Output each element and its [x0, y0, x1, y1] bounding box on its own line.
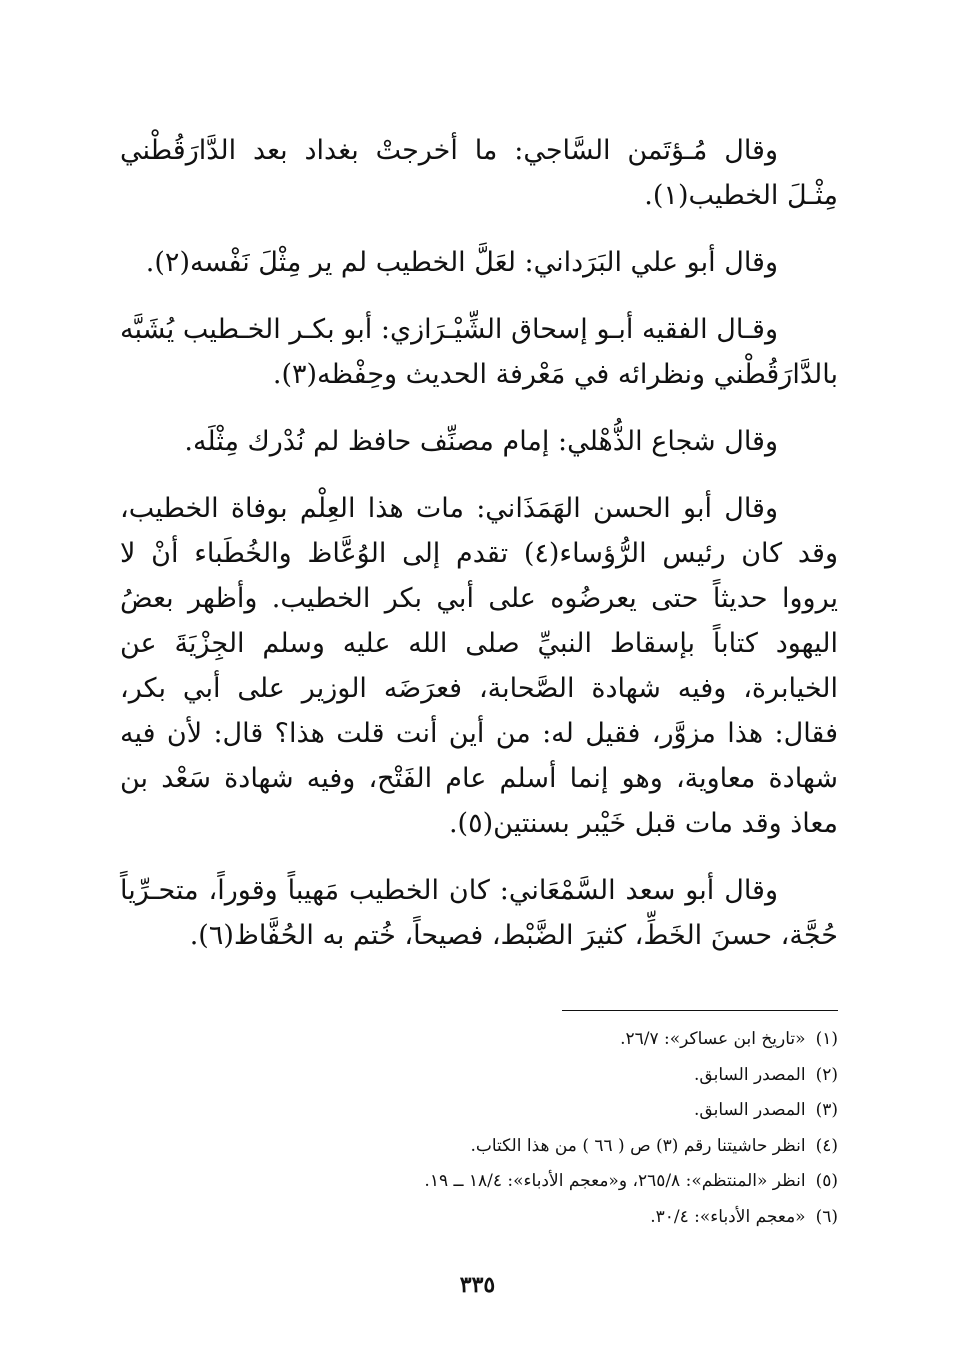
- footnotes: [138, 1022, 838, 1235]
- footnote-text: انظر حاشيتنا رقم (٣) ص ( ٦٦ ) من هذا الكتاب.: [470, 1135, 806, 1156]
- paragraph-dhuhli: وقال شجاع الذُّهْلي: إمام مصنِّف حافظ لم نُدْرك مِثْلَه.: [184, 426, 778, 457]
- footnote-text: انظر «المنتظم»: ٢٦٥/٨، و«معجم الأدباء»: ١٨/٤ ــ ١٩.: [424, 1171, 806, 1191]
- paragraph-baradani: وقال أبو علي البَرَداني: لعَلَّ الخطيب لم ير مِثْلَ نَفْسه(٢).: [145, 247, 778, 278]
- footnote-number: (٣): [815, 1100, 838, 1120]
- footnote-item: [138, 1200, 838, 1236]
- page-number: ٣٣٥: [459, 1272, 496, 1298]
- footnote-number: (٦): [815, 1206, 838, 1227]
- footnote-item: [138, 1129, 838, 1165]
- paragraph-hamadhani: وقال أبو الحسن الهَمَذَاني: مات هذا العِلْم بوفاة الخطيب، وقد كان رئيس الرُّؤساء(٤) تقدم إلى الوُعَّاظ والخُطَباء أنْ لا يرووا حديثاً حتى يعرضُوه على أبي بكر الخطيب. وأظهر بعضُ اليهود كتاباً بإسقاط النبيِّ صلى الله عليه وسلم الجِزْيَةَ عن الخيابرة، وفيه شهادة الصَّحابة، فعرَضَه الوزير على أبي بكر، فقال: هذا مزوَّر، فقيل له: من أين أنت قلت هذا؟ قال: لأن فيه شهادة معاوية، وهو إنما أسلم عام الفَتْح، وفيه شهادة سَعْد بن معاذ وقد مات قبل خَيْبر بسنتين(٥).: [120, 493, 838, 839]
- paragraph-samani: وقال أبو سعد السَّمْعَاني: كان الخطيب مَهيباً وقوراً، متحـرِّياً حُجَّة، حسنَ الخَطِّ، كثيرَ الضَّبْط، فصيحاً، خُتم به الحُفَّاظ(٦).: [120, 875, 838, 951]
- footnote-separator: [562, 1010, 838, 1011]
- footnote-item: [138, 1164, 838, 1200]
- footnote-text: المصدر السابق.: [694, 1064, 806, 1085]
- footnote-text: «تاريخ ابن عساكر»: ٢٦/٧.: [620, 1029, 806, 1049]
- footnote-text: «معجم الأدباء»: ٣٠/٤.: [650, 1206, 806, 1227]
- footnote-number: (٢): [815, 1064, 838, 1085]
- footnote-item: [138, 1058, 838, 1094]
- paragraph-shirazi: وقـال الفقيه أبـو إسحاق الشِّيْـرَازي: أبو بكـر الخـطيب يُشَبَّه بالدَّارَقُطْني ونظرائه في مَعْرفة الحديث وحِفْظه(٣).: [120, 314, 838, 390]
- footnote-number: (١): [815, 1029, 838, 1049]
- page-body: [120, 128, 838, 980]
- footnote-number: (٥): [815, 1171, 838, 1191]
- footnote-number: (٤): [815, 1135, 838, 1156]
- footnote-text: المصدر السابق.: [694, 1100, 806, 1120]
- footnote-item: [138, 1022, 838, 1058]
- footnote-item: [138, 1093, 838, 1129]
- paragraph-mutamin-saji: وقال مُـؤتَمن السَّاجي: ما أخرجتْ بغداد بعد الدَّارَقُطْني مِثْـلَ الخطيب(١).: [120, 135, 838, 211]
